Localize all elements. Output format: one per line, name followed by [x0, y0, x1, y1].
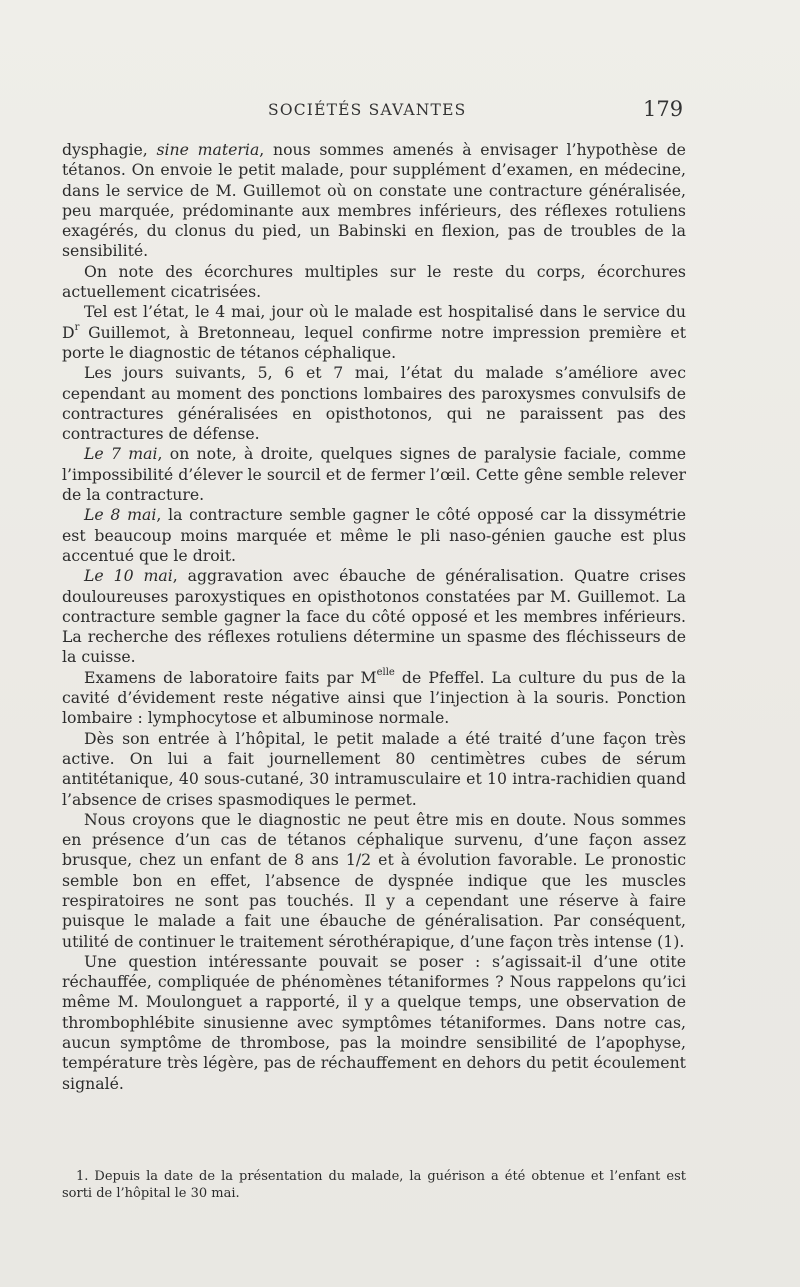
paragraph: Le 10 mai, aggravation avec ébauche de généralisation. Quatre crises douloureuses paroxystiques en opisthotonos constatées par M. Guillemot. La contracture semble gagner la face du côté opposé et les membres inférieurs. La recherche des réflexes rotuliens détermine un spasme des fléchisseurs de la cuisse. [62, 566, 686, 667]
superscript: r [74, 322, 80, 334]
paragraph: Examens de laboratoire faits par $M^{elle}$ de Pfeffel. La culture du pus de la cavité d’évidement reste négative ainsi que l’injection à la souris. Ponction lombaire : lymphocytose et albuminose normale. [62, 667, 686, 728]
paragraph: Une question intéressante pouvait se poser : s’agissait-il d’une otite réchauffée, compliquée de phénomènes tétaniformes ? Nous rappelons qu’ici même M. Moulonguet a rapporté, il y a quelque temps, une observation de thrombophlébite sinusienne avec symptômes tétaniformes. Dans notre cas, aucun symptôme de thrombose, pas la moindre sensibilité de l’apophyse, température très légère, pas de réchauffement en dehors du petit écoulement signalé. [62, 951, 686, 1093]
paragraph: dysphagie, sine materia, nous sommes amenés à envisager l’hypothèse de tétanos. On envoie le petit malade, pour supplément d’examen, en médecine, dans le service de M. Guillemot où on constate une contracture généralisée, peu marquée, prédominante aux membres inférieurs, des réflexes rotuliens exagérés, du clonus du pied, un Babinski en flexion, pas de troubles de la sensibilité. [62, 140, 686, 261]
footnote-text: 1. Depuis la date de la présentation du malade, la guérison a été obtenue et l’enfant est sorti de l’hôpital le 30 mai. [62, 1169, 686, 1201]
paragraph: Dès son entrée à l’hôpital, le petit malade a été traité d’une façon très active. On lui a fait journellement 80 centimètres cubes de sérum antitétanique, 40 sous-cutané, 30 intramusculaire et 10 intra-rachidien quand l’absence de crises spasmodiques le permet. [62, 728, 686, 809]
paragraph: Le 8 mai, la contracture semble gagner le côté opposé car la dissymétrie est beaucoup moins marquée et même le pli naso-génien gauche est plus accentué que le droit. [62, 505, 686, 565]
italic-date: Le 10 mai [84, 566, 173, 586]
paragraph: Les jours suivants, 5, 6 et 7 mai, l’état du malade s’améliore avec cependant au moment des ponctions lombaires des paroxysmes convulsifs de contractures généralisées en opisthotonos, qui ne paraissent pas des contractures de défense. [62, 363, 686, 444]
running-title: SOCIÉTÉS SAVANTES [268, 101, 467, 119]
italic-date: Le 8 mai [84, 505, 157, 525]
paragraph: Nous croyons que le diagnostic ne peut être mis en doute. Nous sommes en présence d’un cas de tétanos céphalique survenu, d’une façon assez brusque, chez un enfant de 8 ans 1/2 et à évolution favorable. Le pronostic semble bon en effet, l’absence de dyspnée indique que les muscles respiratoires ne sont pas touchés. Il y a cependant une réserve à faire puisque le malade a fait une ébauche de généralisation. Par conséquent, utilité de continuer le traitement sérothérapique, d’une façon très intense (1). [62, 809, 686, 951]
italic-phrase: sine materia [156, 140, 260, 159]
superscript: elle [376, 667, 395, 679]
footnote [62, 1168, 686, 1202]
paragraph: Le 7 mai, on note, à droite, quelques signes de paralysie faciale, comme l’impossibilité d’élever le sourcil et de fermer l’œil. Cette gêne semble relever de la contracture. [62, 444, 686, 505]
page-number: 179 [643, 97, 684, 121]
body-text [62, 140, 686, 1094]
paragraph: On note des écorchures multiples sur le reste du corps, écorchures actuellement cicatrisées. [62, 261, 686, 302]
running-head [0, 97, 800, 127]
italic-date: Le 7 mai [84, 444, 158, 464]
paragraph: Tel est l’état, le 4 mai, jour où le malade est hospitalisé dans le service du $D^r$ Guillemot, à Bretonneau, lequel confirme notre impression première et porte le diagnostic de tétanos céphalique. [62, 302, 686, 362]
